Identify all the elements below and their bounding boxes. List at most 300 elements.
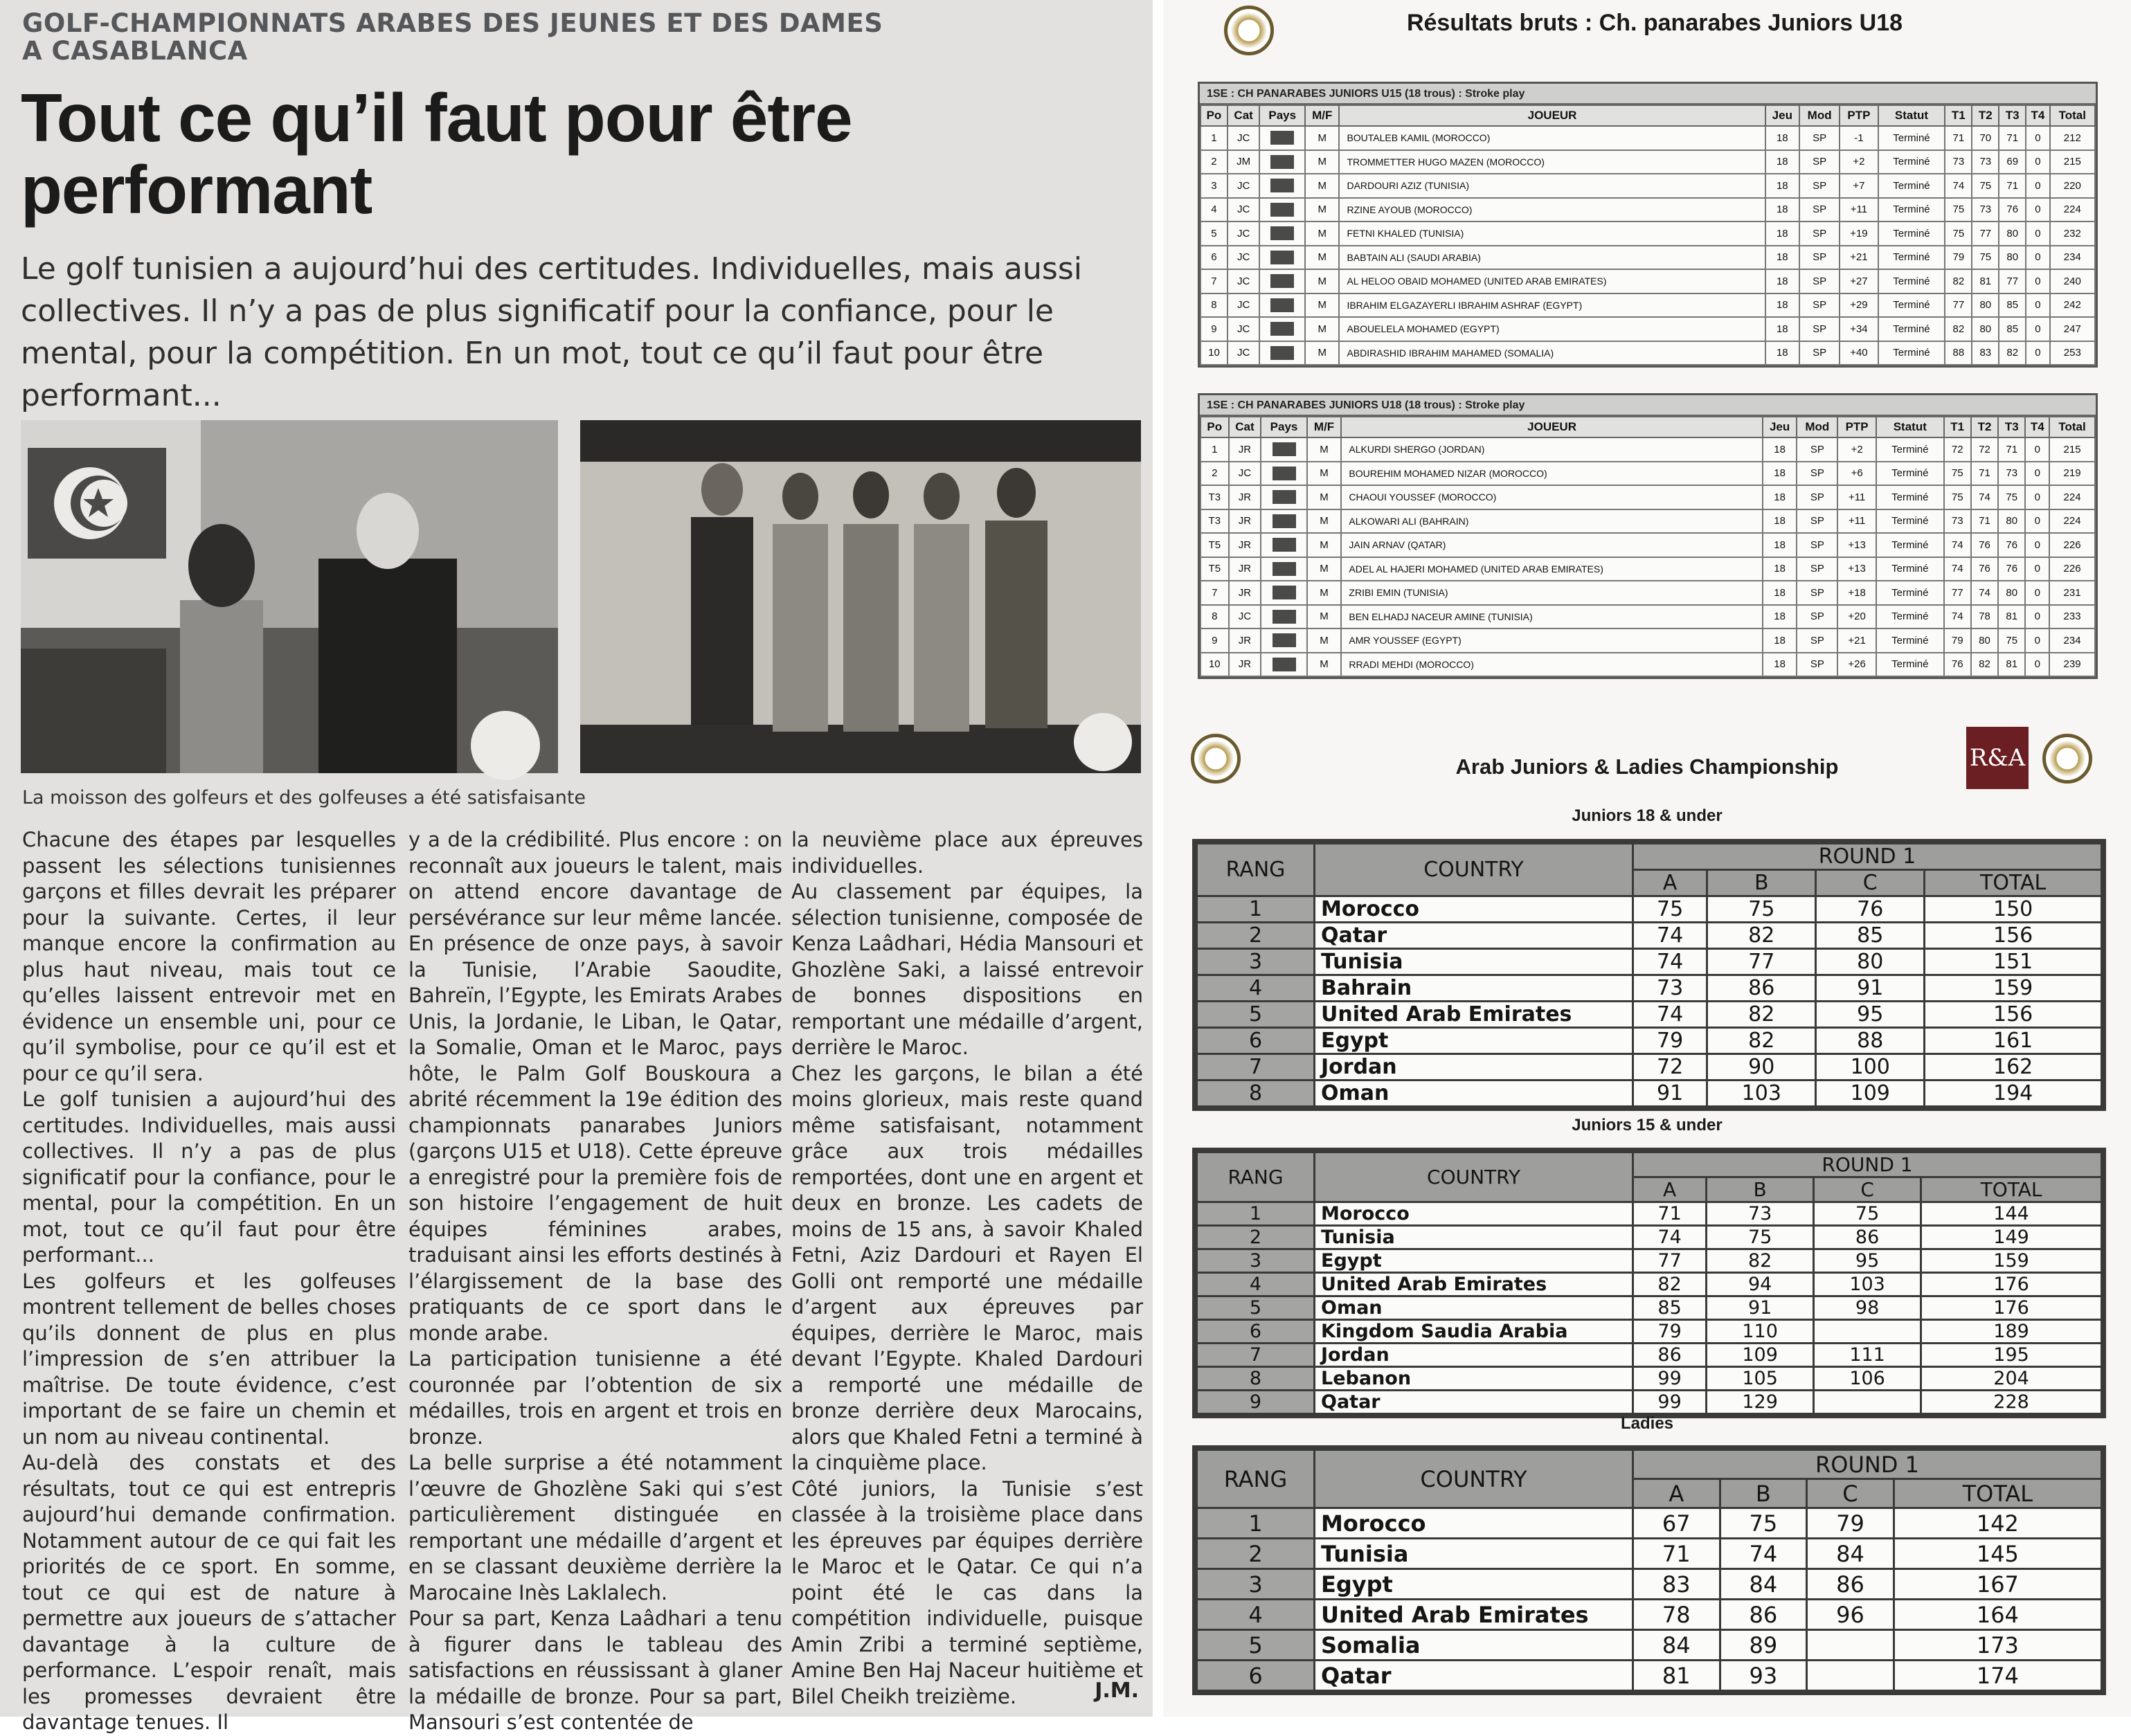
- table-cell: SP: [1799, 341, 1840, 365]
- table-cell: Terminé: [1878, 293, 1945, 318]
- table-row: [1197, 923, 2102, 949]
- score-cell: 75: [1707, 1226, 1814, 1249]
- score-cell: 109: [1707, 1344, 1814, 1367]
- table-cell: 0: [2025, 653, 2049, 677]
- table-cell: Terminé: [1876, 605, 1944, 629]
- column-header: JOUEUR: [1341, 417, 1762, 437]
- table-cell: JR: [1229, 485, 1261, 509]
- round-header: ROUND 1: [1633, 1450, 2102, 1479]
- score-cell: 95: [1814, 1249, 1921, 1273]
- country-cell: Qatar: [1315, 1661, 1633, 1691]
- table-row: [1197, 1630, 2102, 1661]
- kicker-line-1: GOLF-CHAMPIONNATS ARABES DES JEUNES ET DES DAMES: [22, 8, 883, 38]
- ladies-title: Ladies: [1620, 1414, 1674, 1433]
- table-cell: M: [1307, 533, 1342, 557]
- score-cell: 75: [1814, 1202, 1921, 1226]
- table-cell: Terminé: [1878, 269, 1945, 293]
- table-cell: 74: [1971, 485, 1998, 509]
- table-cell: 80: [1999, 221, 2026, 246]
- table-cell: 18: [1765, 150, 1799, 174]
- score-cell: [1814, 1320, 1921, 1344]
- table-cell: M: [1307, 629, 1342, 653]
- juniors15-table: [1196, 1151, 2103, 1415]
- table-cell: 239: [2049, 653, 2095, 677]
- table-cell: JR: [1229, 557, 1261, 581]
- article-byline: J.M.: [1095, 1679, 1139, 1703]
- table-cell: Terminé: [1878, 341, 1945, 365]
- table-cell: 226: [2049, 557, 2095, 581]
- table-row: [1197, 1391, 2102, 1414]
- total-cell: 194: [1925, 1081, 2102, 1107]
- country-cell: Tunisia: [1315, 1539, 1633, 1569]
- table-cell: 88: [1945, 341, 1972, 365]
- ladies-table: [1196, 1449, 2103, 1692]
- table-cell: M: [1305, 174, 1339, 198]
- rank-header: RANG: [1197, 844, 1315, 896]
- table-cell: 1: [1201, 437, 1229, 462]
- juniors18-title: Juniors 18 & under: [1572, 806, 1723, 825]
- player-name: ALKURDI SHERGO (JORDAN): [1341, 437, 1762, 462]
- country-cell: Egypt: [1315, 1569, 1633, 1600]
- paragraph: Chacune des étapes par lesquelles passent les sélections tunisiennes garçons et filles devrait les préparer pour la suivante. Certes, il leur manque encore la confirmation au plus haut niveau, mais tout ce qu’elles laissent entrevoir met en évidence un ensemble uni, pour ce qu’il symbolise, pour ce qu’il est et pour ce qu’il sera.: [22, 828, 396, 1085]
- score-cell: 86: [1707, 975, 1816, 1002]
- paragraph: Les golfeurs et les golfeuses montrent tellement de belles choses qu’ils donnent de plus en plus l’impression de s’en attribuer la maîtrise. De toute évidence, c’est important de se faire un chemin et un nom au niveau continental.: [22, 1269, 396, 1449]
- score-cell: 98: [1814, 1296, 1921, 1320]
- table-cell: Terminé: [1878, 198, 1945, 222]
- country-flag-cell: [1259, 341, 1305, 365]
- table-cell: Terminé: [1876, 533, 1944, 557]
- table-cell: 75: [1944, 485, 1971, 509]
- rank-header: RANG: [1197, 1450, 1315, 1508]
- country-cell: United Arab Emirates: [1315, 1002, 1633, 1028]
- photo-medal-ceremony: [21, 420, 558, 773]
- table-cell: 0: [2026, 317, 2049, 341]
- results-u18-block: [1198, 393, 2098, 679]
- table-cell: M: [1307, 581, 1342, 605]
- table-cell: M: [1307, 605, 1342, 629]
- table-cell: 224: [2049, 509, 2095, 534]
- total-cell: 161: [1925, 1028, 2102, 1054]
- country-flag-cell: [1259, 174, 1305, 198]
- country-flag-icon: [1273, 514, 1296, 528]
- table-cell: 75: [1945, 221, 1972, 246]
- country-flag-cell: [1259, 221, 1305, 246]
- score-cell: 80: [1816, 949, 1925, 975]
- score-cell: 85: [1633, 1296, 1707, 1320]
- table-cell: 18: [1765, 246, 1799, 270]
- table-cell: 75: [1945, 198, 1972, 222]
- country-cell: Bahrain: [1315, 975, 1633, 1002]
- table-cell: 18: [1763, 485, 1797, 509]
- rank-cell: 3: [1197, 1249, 1315, 1273]
- rank-cell: 3: [1197, 949, 1315, 975]
- table-cell: +27: [1840, 269, 1878, 293]
- column-header: Mod: [1797, 417, 1837, 437]
- rank-cell: 7: [1197, 1054, 1315, 1081]
- table-cell: +20: [1837, 605, 1876, 629]
- score-cell: 95: [1816, 1002, 1925, 1028]
- ladies-table-wrap: [1192, 1445, 2106, 1695]
- table-cell: SP: [1797, 437, 1837, 462]
- table-cell: 220: [2050, 174, 2095, 198]
- table-row: [1197, 1296, 2102, 1320]
- table-cell: 74: [1944, 533, 1971, 557]
- table-cell: JC: [1228, 246, 1259, 270]
- ra-logo-icon: R&A: [1966, 727, 2029, 789]
- country-cell: Tunisia: [1315, 1226, 1633, 1249]
- table-cell: +13: [1837, 557, 1876, 581]
- article-lead: Le golf tunisien a aujourd’hui des certitudes. Individuelles, mais aussi collectives. Il n’y a pas de plus significatif pour la confiance, pour le mental, pour la compétition. En un mot, tout ce qu’il faut pour être performant...: [21, 251, 1082, 413]
- table-cell: SP: [1799, 293, 1840, 318]
- table-cell: 80: [1999, 246, 2026, 270]
- country-cell: Lebanon: [1315, 1367, 1633, 1391]
- score-cell: 91: [1816, 975, 1925, 1002]
- table-cell: SP: [1799, 221, 1840, 246]
- table-cell: 18: [1763, 509, 1797, 534]
- column-header: T2: [1971, 417, 1998, 437]
- juniors15-title: Juniors 15 & under: [1572, 1116, 1723, 1134]
- score-cell: 105: [1707, 1367, 1814, 1391]
- a-header: A: [1633, 1177, 1707, 1202]
- table-cell: M: [1305, 269, 1339, 293]
- score-cell: 81: [1633, 1661, 1720, 1691]
- table-cell: JC: [1228, 126, 1259, 150]
- table-cell: 74: [1944, 605, 1971, 629]
- table-cell: M: [1305, 293, 1339, 318]
- rank-cell: 8: [1197, 1367, 1315, 1391]
- table-cell: SP: [1799, 246, 1840, 270]
- player-name: ZRIBI EMIN (TUNISIA): [1341, 581, 1762, 605]
- table-cell: T5: [1201, 557, 1229, 581]
- kicker-line-2: A CASABLANCA: [22, 36, 248, 66]
- table-cell: 74: [1971, 581, 1998, 605]
- score-cell: 86: [1720, 1600, 1807, 1630]
- country-flag-icon: [1270, 298, 1294, 312]
- table-cell: 3: [1201, 174, 1228, 198]
- column-header: Jeu: [1765, 105, 1799, 126]
- table-cell: Terminé: [1878, 246, 1945, 270]
- table-cell: M: [1307, 509, 1342, 534]
- table-cell: M: [1305, 341, 1339, 365]
- table-cell: 18: [1765, 174, 1799, 198]
- country-flag-icon: [1270, 226, 1294, 240]
- score-cell: 79: [1807, 1508, 1894, 1539]
- results-title: Résultats bruts : Ch. panarabes Juniors U18: [1406, 10, 1903, 36]
- table-header-row: [1197, 1152, 2102, 1177]
- table-cell: JR: [1229, 437, 1261, 462]
- score-cell: 91: [1707, 1296, 1814, 1320]
- table-cell: 234: [2050, 246, 2095, 270]
- table-cell: 18: [1765, 221, 1799, 246]
- table-cell: 76: [1999, 198, 2026, 222]
- score-cell: 78: [1633, 1600, 1720, 1630]
- score-cell: 85: [1816, 923, 1925, 949]
- score-cell: 75: [1720, 1508, 1807, 1539]
- country-flag-icon: [1273, 538, 1296, 552]
- score-cell: 103: [1707, 1081, 1816, 1107]
- score-cell: 86: [1807, 1569, 1894, 1600]
- score-cell: 91: [1633, 1081, 1707, 1107]
- total-cell: 164: [1894, 1600, 2101, 1630]
- table-cell: 69: [1999, 150, 2026, 174]
- country-flag-cell: [1259, 317, 1305, 341]
- total-cell: 156: [1925, 923, 2102, 949]
- rank-cell: 5: [1197, 1296, 1315, 1320]
- juniors18-table-wrap: [1192, 839, 2106, 1111]
- table-cell: +19: [1840, 221, 1878, 246]
- table-cell: 240: [2050, 269, 2095, 293]
- table-cell: 75: [1998, 629, 2025, 653]
- table-row: [1197, 896, 2102, 923]
- table-row: [1197, 1661, 2102, 1691]
- table-cell: 4: [1201, 198, 1228, 222]
- table-row: [1197, 1249, 2102, 1273]
- score-cell: 88: [1816, 1028, 1925, 1054]
- rank-cell: 6: [1197, 1661, 1315, 1691]
- player-name: AL HELOO OBAID MOHAMED (UNITED ARAB EMIRATES): [1339, 269, 1765, 293]
- table-cell: M: [1305, 150, 1339, 174]
- score-cell: 99: [1633, 1367, 1707, 1391]
- player-name: DARDOURI AZIZ (TUNISIA): [1339, 174, 1765, 198]
- table-cell: Terminé: [1876, 581, 1944, 605]
- table-cell: Terminé: [1878, 317, 1945, 341]
- table-cell: 18: [1763, 462, 1797, 486]
- country-flag-icon: [1273, 490, 1296, 504]
- table-cell: 215: [2050, 150, 2095, 174]
- total-cell: 228: [1921, 1391, 2102, 1414]
- score-cell: 129: [1707, 1391, 1814, 1414]
- results-u15-block: [1198, 82, 2098, 368]
- table-cell: 77: [1999, 269, 2026, 293]
- rank-cell: 5: [1197, 1002, 1315, 1028]
- table-cell: 77: [1945, 293, 1972, 318]
- c-header: C: [1814, 1177, 1921, 1202]
- table-cell: 18: [1763, 557, 1797, 581]
- table-cell: 18: [1765, 341, 1799, 365]
- player-name: AMR YOUSSEF (EGYPT): [1341, 629, 1762, 653]
- table-cell: JC: [1229, 605, 1261, 629]
- column-header: T1: [1945, 105, 1972, 126]
- table-row: [1201, 126, 2095, 150]
- table-cell: +2: [1840, 150, 1878, 174]
- table-cell: 253: [2050, 341, 2095, 365]
- paragraph: y a de la crédibilité. Plus encore : on reconnaît aux joueurs le talent, mais on attend encore davantage de persévérance sur leur même lancée. En présence de onze pays, à savoir la Tunisie, l’Arabie Saoudite, Bahreïn, l’Egypte, les Emirats Arabes Unis, la Jordanie, le Liban, le Qatar, la Somalie, Oman et le Maroc, pays hôte, le Palm Golf Bouskoura a abrité récemment la 19e édition des championnats panarabes Juniors (garçons U15 et U18). Cette épreuve a enregistré pour la première fois de son histoire l’engagement de huit équipes féminines arabes, traduisant ainsi les efforts destinés à l’élargissement de la base des pratiquants de ce sport dans le monde arabe.: [408, 828, 782, 1345]
- rank-cell: 5: [1197, 1630, 1315, 1661]
- table-cell: 9: [1201, 317, 1228, 341]
- table-cell: 85: [1999, 293, 2026, 318]
- column-header: PTP: [1837, 417, 1876, 437]
- table-cell: M: [1305, 198, 1339, 222]
- table-row: [1201, 653, 2095, 677]
- table-cell: M: [1305, 246, 1339, 270]
- table-row: [1201, 462, 2095, 486]
- table-row: [1197, 1569, 2102, 1600]
- results-u18-table: [1200, 416, 2096, 677]
- table-cell: 74: [1944, 557, 1971, 581]
- paragraph: Au classement par équipes, la sélection tunisienne, composée de Kenza Laâdhari, Hédia Mansouri et Ghozlène Saki, a laissé entrevoir de bonnes dispositions en remportant une médaille d’argent, derrière le Maroc.: [791, 880, 1143, 1059]
- table-cell: 0: [2025, 462, 2049, 486]
- table-row: [1197, 1508, 2102, 1539]
- column-header: Mod: [1799, 105, 1840, 126]
- article-column-3: [791, 827, 1143, 1710]
- table-row: [1201, 509, 2095, 534]
- score-cell: 71: [1633, 1539, 1720, 1569]
- paragraph: Pour sa part, Kenza Laâdhari a tenu à figurer dans le tableau des satisfactions en réussissant à glaner la médaille de bronze. Pour sa part, Mansouri s’est contentée de: [408, 1607, 782, 1734]
- table-cell: 0: [2026, 150, 2049, 174]
- table-cell: +13: [1837, 533, 1876, 557]
- score-cell: 100: [1816, 1054, 1925, 1081]
- table-cell: Terminé: [1876, 653, 1944, 677]
- table-cell: 71: [1999, 174, 2026, 198]
- country-flag-cell: [1261, 462, 1306, 486]
- score-cell: 74: [1633, 923, 1707, 949]
- player-name: IBRAHIM ELGAZAYERLI IBRAHIM ASHRAF (EGYPT): [1339, 293, 1765, 318]
- table-cell: SP: [1797, 605, 1837, 629]
- article-headline: [21, 82, 1129, 226]
- juniors18-table: [1196, 842, 2103, 1107]
- results-page: [1163, 0, 2131, 1717]
- score-cell: 77: [1707, 949, 1816, 975]
- table-cell: 73: [1945, 150, 1972, 174]
- country-flag-icon: [1270, 131, 1294, 145]
- column-header: M/F: [1307, 417, 1342, 437]
- score-cell: 74: [1633, 949, 1707, 975]
- country-cell: Morocco: [1315, 1202, 1633, 1226]
- paragraph: la neuvième place aux épreuves individuelles.: [791, 828, 1143, 878]
- table-cell: Terminé: [1878, 174, 1945, 198]
- table-row: [1197, 1002, 2102, 1028]
- table-cell: 77: [1972, 221, 1999, 246]
- player-name: CHAOUI YOUSSEF (MOROCCO): [1341, 485, 1762, 509]
- table-cell: 81: [1972, 269, 1999, 293]
- table-cell: 0: [2026, 126, 2049, 150]
- table-row: [1201, 605, 2095, 629]
- score-cell: 76: [1816, 896, 1925, 923]
- b-header: B: [1707, 1177, 1814, 1202]
- column-header: T4: [2026, 105, 2049, 126]
- total-cell: 149: [1921, 1226, 2102, 1249]
- table-cell: 76: [1998, 557, 2025, 581]
- country-header: COUNTRY: [1315, 844, 1633, 896]
- table-cell: +11: [1837, 509, 1876, 534]
- score-cell: 90: [1707, 1054, 1816, 1081]
- table-cell: 0: [2026, 246, 2049, 270]
- table-cell: Terminé: [1876, 629, 1944, 653]
- table-cell: SP: [1799, 174, 1840, 198]
- table-cell: 0: [2026, 198, 2049, 222]
- table-cell: +34: [1840, 317, 1878, 341]
- table-cell: 212: [2050, 126, 2095, 150]
- country-flag-icon: [1273, 467, 1296, 480]
- total-cell: 167: [1894, 1569, 2101, 1600]
- table-cell: 78: [1971, 605, 1998, 629]
- table-row: [1201, 293, 2095, 318]
- table-cell: JC: [1229, 462, 1261, 486]
- rank-cell: 2: [1197, 923, 1315, 949]
- column-header: T2: [1972, 105, 1999, 126]
- rank-cell: 4: [1197, 1600, 1315, 1630]
- watermark-seal: [471, 711, 540, 780]
- table-cell: 74: [1945, 174, 1972, 198]
- score-cell: 77: [1633, 1249, 1707, 1273]
- table-cell: SP: [1799, 317, 1840, 341]
- table-cell: +26: [1837, 653, 1876, 677]
- table-cell: 0: [2025, 533, 2049, 557]
- table-cell: 18: [1763, 437, 1797, 462]
- paragraph: Chez les garçons, le bilan a été moins glorieux, mais reste quand même satisfaisant, notamment grâce aux trois médailles remportées, dont une en argent et deux en bronze. Les cadets de moins de 15 ans, à savoir Khaled Fetni, Aziz Dardouri et Rayen El Golli ont remporté une médaille d’argent aux épreuves par équipes, derrière le Maroc, mais devant l’Egypte. Khaled Dardouri a remporté une médaille de bronze derrière deux Marocains, alors que Khaled Fetni a terminé à la cinquième place.: [791, 1061, 1143, 1474]
- country-flag-icon: [1273, 658, 1296, 671]
- score-cell: 84: [1807, 1539, 1894, 1569]
- table-cell: Terminé: [1878, 126, 1945, 150]
- b-header: B: [1720, 1479, 1807, 1508]
- score-cell: 79: [1633, 1028, 1707, 1054]
- table-cell: M: [1307, 462, 1342, 486]
- score-cell: [1807, 1661, 1894, 1691]
- paragraph: Côté juniors, la Tunisie s’est classée à la troisième place dans les épreuves par équipes derrière le Maroc et le Qatar. Ce qui n’a point été le cas dans la compétition individuelle, puisque Amin Zribi a terminé septième, Amine Ben Haj Naceur huitième et Bilel Cheikh treizième.: [791, 1476, 1143, 1708]
- rank-cell: 2: [1197, 1226, 1315, 1249]
- table-row: [1197, 1539, 2102, 1569]
- table-cell: 80: [1971, 629, 1998, 653]
- country-flag-cell: [1261, 581, 1306, 605]
- country-cell: United Arab Emirates: [1315, 1600, 1633, 1630]
- table-cell: 0: [2026, 293, 2049, 318]
- b-header: B: [1707, 870, 1816, 896]
- table-cell: T3: [1201, 509, 1229, 534]
- country-cell: Somalia: [1315, 1630, 1633, 1661]
- score-cell: 79: [1633, 1320, 1707, 1344]
- table-cell: 77: [1944, 581, 1971, 605]
- table-cell: +2: [1837, 437, 1876, 462]
- country-flag-icon: [1270, 251, 1294, 264]
- table-cell: 18: [1765, 293, 1799, 318]
- total-header: TOTAL: [1925, 870, 2102, 896]
- table-row: [1201, 317, 2095, 341]
- table-row: [1201, 246, 2095, 270]
- score-cell: 73: [1633, 975, 1707, 1002]
- table-cell: 72: [1971, 437, 1998, 462]
- player-name: FETNI KHALED (TUNISIA): [1339, 221, 1765, 246]
- total-cell: 176: [1921, 1296, 2102, 1320]
- table-cell: SP: [1797, 629, 1837, 653]
- total-cell: 144: [1921, 1202, 2102, 1226]
- table-row: [1201, 437, 2095, 462]
- headline-line-2: performant: [21, 152, 372, 228]
- table-cell: 82: [1999, 341, 2026, 365]
- table-cell: 80: [1972, 293, 1999, 318]
- country-flag-cell: [1261, 653, 1306, 677]
- table-cell: SP: [1797, 653, 1837, 677]
- table-cell: 247: [2050, 317, 2095, 341]
- table-cell: 226: [2049, 533, 2095, 557]
- table-cell: 234: [2049, 629, 2095, 653]
- c-header: C: [1816, 870, 1925, 896]
- table-row: [1201, 533, 2095, 557]
- country-flag-cell: [1261, 557, 1306, 581]
- table-cell: 82: [1945, 269, 1972, 293]
- federation-seal-icon: [1224, 6, 1274, 55]
- photo-medalists: [580, 420, 1141, 773]
- table-cell: 75: [1972, 174, 1999, 198]
- table-cell: +40: [1840, 341, 1878, 365]
- table-cell: 76: [1971, 533, 1998, 557]
- table-cell: +21: [1840, 246, 1878, 270]
- table-cell: 71: [1971, 462, 1998, 486]
- table-row: [1197, 1320, 2102, 1344]
- table-cell: 10: [1201, 653, 1229, 677]
- total-cell: 151: [1925, 949, 2102, 975]
- country-header: COUNTRY: [1315, 1450, 1633, 1508]
- table-cell: 18: [1765, 269, 1799, 293]
